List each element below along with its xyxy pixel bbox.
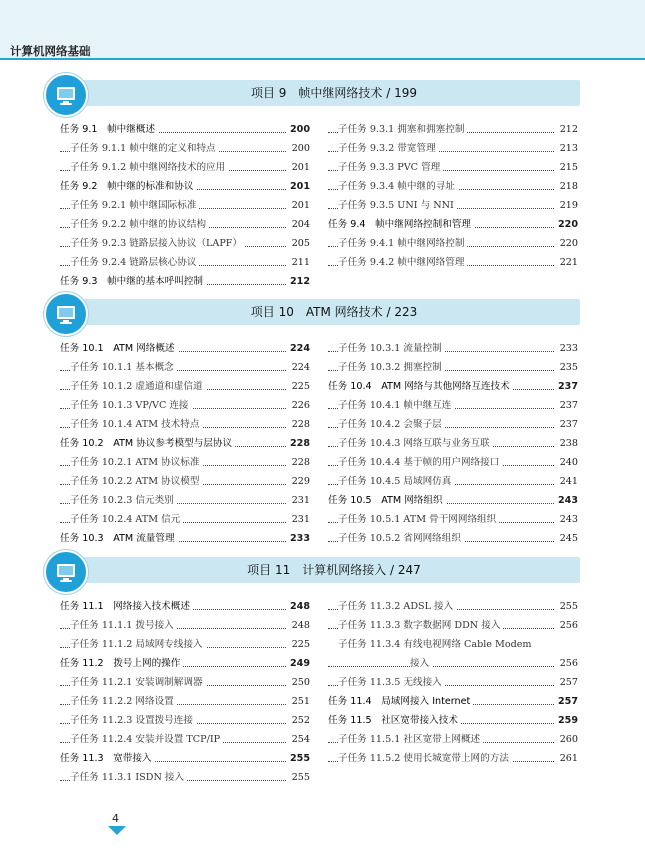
- entry-page-number: 254: [289, 730, 310, 749]
- toc-subtask-entry[interactable]: [60, 377, 310, 396]
- entry-page-number: 237: [557, 415, 578, 434]
- header-band: [0, 0, 645, 58]
- toc-subtask-entry[interactable]: [60, 616, 310, 635]
- entry-label: 子任务 9.2.1 帧中继国际标准: [70, 196, 199, 215]
- entry-page-number: 252: [289, 711, 310, 730]
- entry-page-number: 204: [289, 215, 310, 234]
- toc-subtask-entry[interactable]: [328, 358, 578, 377]
- toc-subtask-entry[interactable]: [328, 730, 578, 749]
- toc-subtask-entry[interactable]: [328, 749, 578, 768]
- toc-subtask-entry[interactable]: [60, 768, 310, 787]
- entry-page-number: 224: [289, 358, 310, 377]
- entry-label: 子任务 11.2.1 安装调制解调器: [70, 673, 206, 692]
- entry-label: 任务 11.5 社区宽带接入技术: [328, 711, 461, 730]
- entry-label: 任务 9.3 帧中继的基本呼叫控制: [60, 272, 206, 291]
- toc-subtask-entry[interactable]: [60, 215, 310, 234]
- page-marker-triangle-icon: [108, 826, 126, 835]
- entry-page-number: 241: [557, 472, 578, 491]
- entry-label: 子任务 9.3.2 带宽管理: [338, 139, 439, 158]
- toc-subtask-entry[interactable]: [60, 472, 310, 491]
- entry-label: 子任务 10.1.1 基本概念: [70, 358, 177, 377]
- toc-subtask-entry[interactable]: [60, 510, 310, 529]
- toc-subtask-entry[interactable]: [328, 472, 578, 491]
- entry-label: 任务 9.4 帧中继网络控制和管理: [328, 215, 474, 234]
- entry-page-number: 221: [557, 253, 578, 272]
- toc-subtask-entry[interactable]: [328, 253, 578, 272]
- toc-subtask-entry[interactable]: [60, 234, 310, 253]
- section-banner: [48, 557, 580, 583]
- toc-subtask-entry[interactable]: [60, 415, 310, 434]
- entry-label: 任务 11.1 网络接入技术概述: [60, 597, 193, 616]
- entry-label: 子任务 11.1.1 拨号接入: [70, 616, 177, 635]
- toc-subtask-entry[interactable]: [60, 139, 310, 158]
- entry-label: 子任务 11.2.4 安装并设置 TCP/IP: [70, 730, 223, 749]
- entry-label: 子任务 10.3.2 拥塞控制: [338, 358, 445, 377]
- entry-label: 任务 10.3 ATM 流量管理: [60, 529, 178, 548]
- toc-subtask-entry[interactable]: [328, 339, 578, 358]
- entry-page-number: 255: [557, 597, 578, 616]
- entry-label: 子任务 11.5.1 社区宽带上网概述: [338, 730, 483, 749]
- entry-label: 子任务 10.4.1 帧中继互连: [338, 396, 454, 415]
- entry-label: 子任务 9.3.5 UNI 与 NNI: [338, 196, 457, 215]
- entry-label: 子任务 11.3.1 ISDN 接入: [70, 768, 187, 787]
- entry-label: 子任务 9.3.4 帧中继的寻址: [338, 177, 458, 196]
- toc-column-right: [328, 597, 578, 768]
- toc-subtask-entry[interactable]: [60, 358, 310, 377]
- toc-subtask-entry[interactable]: [328, 654, 578, 673]
- toc-subtask-entry[interactable]: [328, 139, 578, 158]
- entry-page-number: 248: [289, 616, 310, 635]
- entry-label: 任务 11.2 拨号上网的操作: [60, 654, 183, 673]
- toc-task-entry[interactable]: [328, 377, 578, 396]
- toc-subtask-entry[interactable]: [60, 635, 310, 654]
- toc-subtask-entry[interactable]: [328, 635, 578, 654]
- entry-page-number: 251: [289, 692, 310, 711]
- toc-subtask-entry[interactable]: [60, 158, 310, 177]
- entry-label: 子任务 10.4.2 会聚子层: [338, 415, 445, 434]
- toc-subtask-entry[interactable]: [60, 453, 310, 472]
- toc-task-entry[interactable]: [60, 749, 310, 768]
- entry-label: 任务 11.4 局域网接入 Internet: [328, 692, 473, 711]
- entry-page-number: 229: [289, 472, 310, 491]
- entry-label: 子任务 9.1.2 帧中继网络技术的应用: [70, 158, 228, 177]
- entry-label: 任务 9.2 帧中继的标准和协议: [60, 177, 196, 196]
- entry-label: 子任务 10.4.4 基于帧的用户网络接口: [338, 453, 502, 472]
- entry-label: 子任务 11.3.4 有线电视网络 Cable Modem: [338, 635, 535, 654]
- entry-page-number: 257: [555, 692, 578, 711]
- entry-page-number: 228: [287, 434, 310, 453]
- book-title: 计算机网络基础: [10, 44, 91, 58]
- entry-label: 任务 10.2 ATM 协议参考模型与层协议: [60, 434, 235, 453]
- entry-label: 子任务 10.2.2 ATM 协议模型: [70, 472, 202, 491]
- toc-subtask-entry[interactable]: [60, 673, 310, 692]
- toc-subtask-entry[interactable]: [60, 692, 310, 711]
- toc-task-entry[interactable]: [328, 215, 578, 234]
- toc-subtask-entry[interactable]: [60, 396, 310, 415]
- entry-page-number: 261: [557, 749, 578, 768]
- toc-task-entry[interactable]: [60, 434, 310, 453]
- section-title: 项目 10 ATM 网络技术 / 223: [250, 305, 418, 319]
- entry-page-number: 255: [289, 768, 310, 787]
- entry-page-number: 220: [555, 215, 578, 234]
- entry-page-number: 240: [557, 453, 578, 472]
- entry-page-number: 249: [287, 654, 310, 673]
- entry-label: 子任务 10.2.1 ATM 协议标准: [70, 453, 202, 472]
- toc-subtask-entry[interactable]: [328, 510, 578, 529]
- entry-page-number: 259: [555, 711, 578, 730]
- entry-label: 子任务 11.2.3 设置拨号连接: [70, 711, 196, 730]
- entry-page-number: 255: [287, 749, 310, 768]
- section-title: 项目 11 计算机网络接入 / 247: [247, 563, 421, 577]
- entry-page-number: 228: [289, 453, 310, 472]
- entry-page-number: 218: [557, 177, 578, 196]
- toc-subtask-entry[interactable]: [60, 491, 310, 510]
- toc-task-entry[interactable]: [328, 711, 578, 730]
- entry-page-number: 256: [557, 654, 578, 673]
- entry-label: 子任务 10.3.1 流量控制: [338, 339, 445, 358]
- entry-page-number: 201: [289, 158, 310, 177]
- entry-page-number: 226: [289, 396, 310, 415]
- entry-label: 子任务 9.2.3 链路层接入协议（LAPF）: [70, 234, 245, 253]
- toc-task-entry[interactable]: [60, 654, 310, 673]
- entry-page-number: 250: [289, 673, 310, 692]
- entry-label: 子任务 11.1.2 局域网专线接入: [70, 635, 206, 654]
- toc-column-right: [328, 339, 578, 548]
- entry-page-number: 233: [557, 339, 578, 358]
- section-banner: [48, 80, 580, 106]
- entry-label: 子任务 9.2.4 链路层核心协议: [70, 253, 199, 272]
- entry-page-number: 201: [287, 177, 310, 196]
- toc-task-entry[interactable]: [60, 177, 310, 196]
- toc-subtask-entry[interactable]: [60, 253, 310, 272]
- entry-page-number: 213: [557, 139, 578, 158]
- entry-label: 子任务 10.1.3 VP/VC 连接: [70, 396, 192, 415]
- toc-subtask-entry[interactable]: [60, 711, 310, 730]
- entry-label: 任务 11.3 宽带接入: [60, 749, 155, 768]
- toc-subtask-entry[interactable]: [328, 597, 578, 616]
- entry-label: 子任务 11.3.3 数字数据网 DDN 接入: [338, 616, 503, 635]
- entry-label: 任务 10.5 ATM 网络组织: [328, 491, 446, 510]
- entry-label: 任务 10.1 ATM 网络概述: [60, 339, 178, 358]
- entry-label: 子任务 10.1.2 虚通道和虚信道: [70, 377, 206, 396]
- entry-page-number: 228: [289, 415, 310, 434]
- entry-page-number: 224: [287, 339, 310, 358]
- entry-label: 任务 9.1 帧中继概述: [60, 120, 158, 139]
- entry-page-number: 256: [557, 616, 578, 635]
- toc-subtask-entry[interactable]: [60, 730, 310, 749]
- toc-subtask-entry[interactable]: [328, 616, 578, 635]
- toc-task-entry[interactable]: [60, 529, 310, 548]
- entry-label: 子任务 9.4.2 帧中继网络管理: [338, 253, 467, 272]
- entry-page-number: 220: [557, 234, 578, 253]
- toc-column-left: [60, 339, 310, 548]
- toc-subtask-entry[interactable]: [328, 453, 578, 472]
- toc-task-entry[interactable]: [328, 491, 578, 510]
- entry-page-number: 257: [557, 673, 578, 692]
- toc-task-entry[interactable]: [60, 120, 310, 139]
- entry-label: 子任务 10.4.3 网络互联与业务互联: [338, 434, 493, 453]
- entry-label: 子任务 9.3.1 拥塞和拥塞控制: [338, 120, 467, 139]
- entry-page-number: 233: [287, 529, 310, 548]
- toc-column-right: [328, 120, 578, 272]
- toc-subtask-entry[interactable]: [328, 529, 578, 548]
- toc-subtask-entry[interactable]: [328, 177, 578, 196]
- entry-page-number: 231: [289, 491, 310, 510]
- page-number: 4: [112, 812, 119, 825]
- entry-label: 子任务 9.2.2 帧中继的协议结构: [70, 215, 209, 234]
- toc-subtask-entry[interactable]: [328, 158, 578, 177]
- entry-page-number: 237: [557, 396, 578, 415]
- entry-page-number: 231: [289, 510, 310, 529]
- entry-page-number: 243: [557, 510, 578, 529]
- entry-page-number: 243: [555, 491, 578, 510]
- entry-page-number: 212: [287, 272, 310, 291]
- entry-label: 接入: [410, 654, 432, 673]
- entry-page-number: 238: [557, 434, 578, 453]
- entry-page-number: 225: [289, 635, 310, 654]
- entry-page-number: 225: [289, 377, 310, 396]
- entry-label: 子任务 11.5.2 使用长城宽带上网的方法: [338, 749, 512, 768]
- entry-label: 子任务 10.2.3 信元类别: [70, 491, 177, 510]
- entry-page-number: 215: [557, 158, 578, 177]
- entry-page-number: 205: [289, 234, 310, 253]
- entry-page-number: 200: [287, 120, 310, 139]
- entry-page-number: 248: [287, 597, 310, 616]
- toc-subtask-entry[interactable]: [328, 415, 578, 434]
- entry-label: 任务 10.4 ATM 网络与其他网络互连技术: [328, 377, 513, 396]
- entry-page-number: 201: [289, 196, 310, 215]
- toc-subtask-entry[interactable]: [328, 196, 578, 215]
- entry-page-number: 211: [289, 253, 310, 272]
- entry-page-number: 260: [557, 730, 578, 749]
- entry-label: 子任务 9.3.3 PVC 管理: [338, 158, 443, 177]
- toc-task-entry[interactable]: [60, 272, 310, 291]
- toc-subtask-entry[interactable]: [328, 234, 578, 253]
- header-rule: [0, 58, 645, 60]
- entry-label: 子任务 10.5.2 省网网络组织: [338, 529, 464, 548]
- entry-label: 子任务 10.1.4 ATM 技术特点: [70, 415, 202, 434]
- entry-page-number: 219: [557, 196, 578, 215]
- toc-column-left: [60, 120, 310, 291]
- entry-label: 子任务 11.3.2 ADSL 接入: [338, 597, 456, 616]
- entry-label: 子任务 11.2.2 网络设置: [70, 692, 177, 711]
- entry-page-number: 245: [557, 529, 578, 548]
- toc-subtask-entry[interactable]: [328, 396, 578, 415]
- entry-label: 子任务 10.2.4 ATM 信元: [70, 510, 183, 529]
- entry-label: 子任务 10.5.1 ATM 骨干网网络组织: [338, 510, 499, 529]
- entry-label: 子任务 9.1.1 帧中继的定义和特点: [70, 139, 219, 158]
- toc-task-entry[interactable]: [60, 597, 310, 616]
- entry-page-number: 212: [557, 120, 578, 139]
- toc-subtask-entry[interactable]: [328, 434, 578, 453]
- section-title: 项目 9 帧中继网络技术 / 199: [250, 86, 418, 100]
- toc-task-entry[interactable]: [328, 692, 578, 711]
- toc-subtask-entry[interactable]: [328, 673, 578, 692]
- entry-page-number: 235: [557, 358, 578, 377]
- entry-page-number: 200: [289, 139, 310, 158]
- toc-subtask-entry[interactable]: [60, 196, 310, 215]
- toc-subtask-entry[interactable]: [328, 120, 578, 139]
- section-banner: [48, 299, 580, 325]
- dot-leader: [328, 666, 554, 667]
- entry-label: 子任务 9.4.1 帧中继网络控制: [338, 234, 467, 253]
- entry-label: 子任务 10.4.5 局域网仿真: [338, 472, 454, 491]
- toc-column-left: [60, 597, 310, 787]
- toc-task-entry[interactable]: [60, 339, 310, 358]
- entry-page-number: 237: [555, 377, 578, 396]
- entry-label: 子任务 11.3.5 无线接入: [338, 673, 445, 692]
